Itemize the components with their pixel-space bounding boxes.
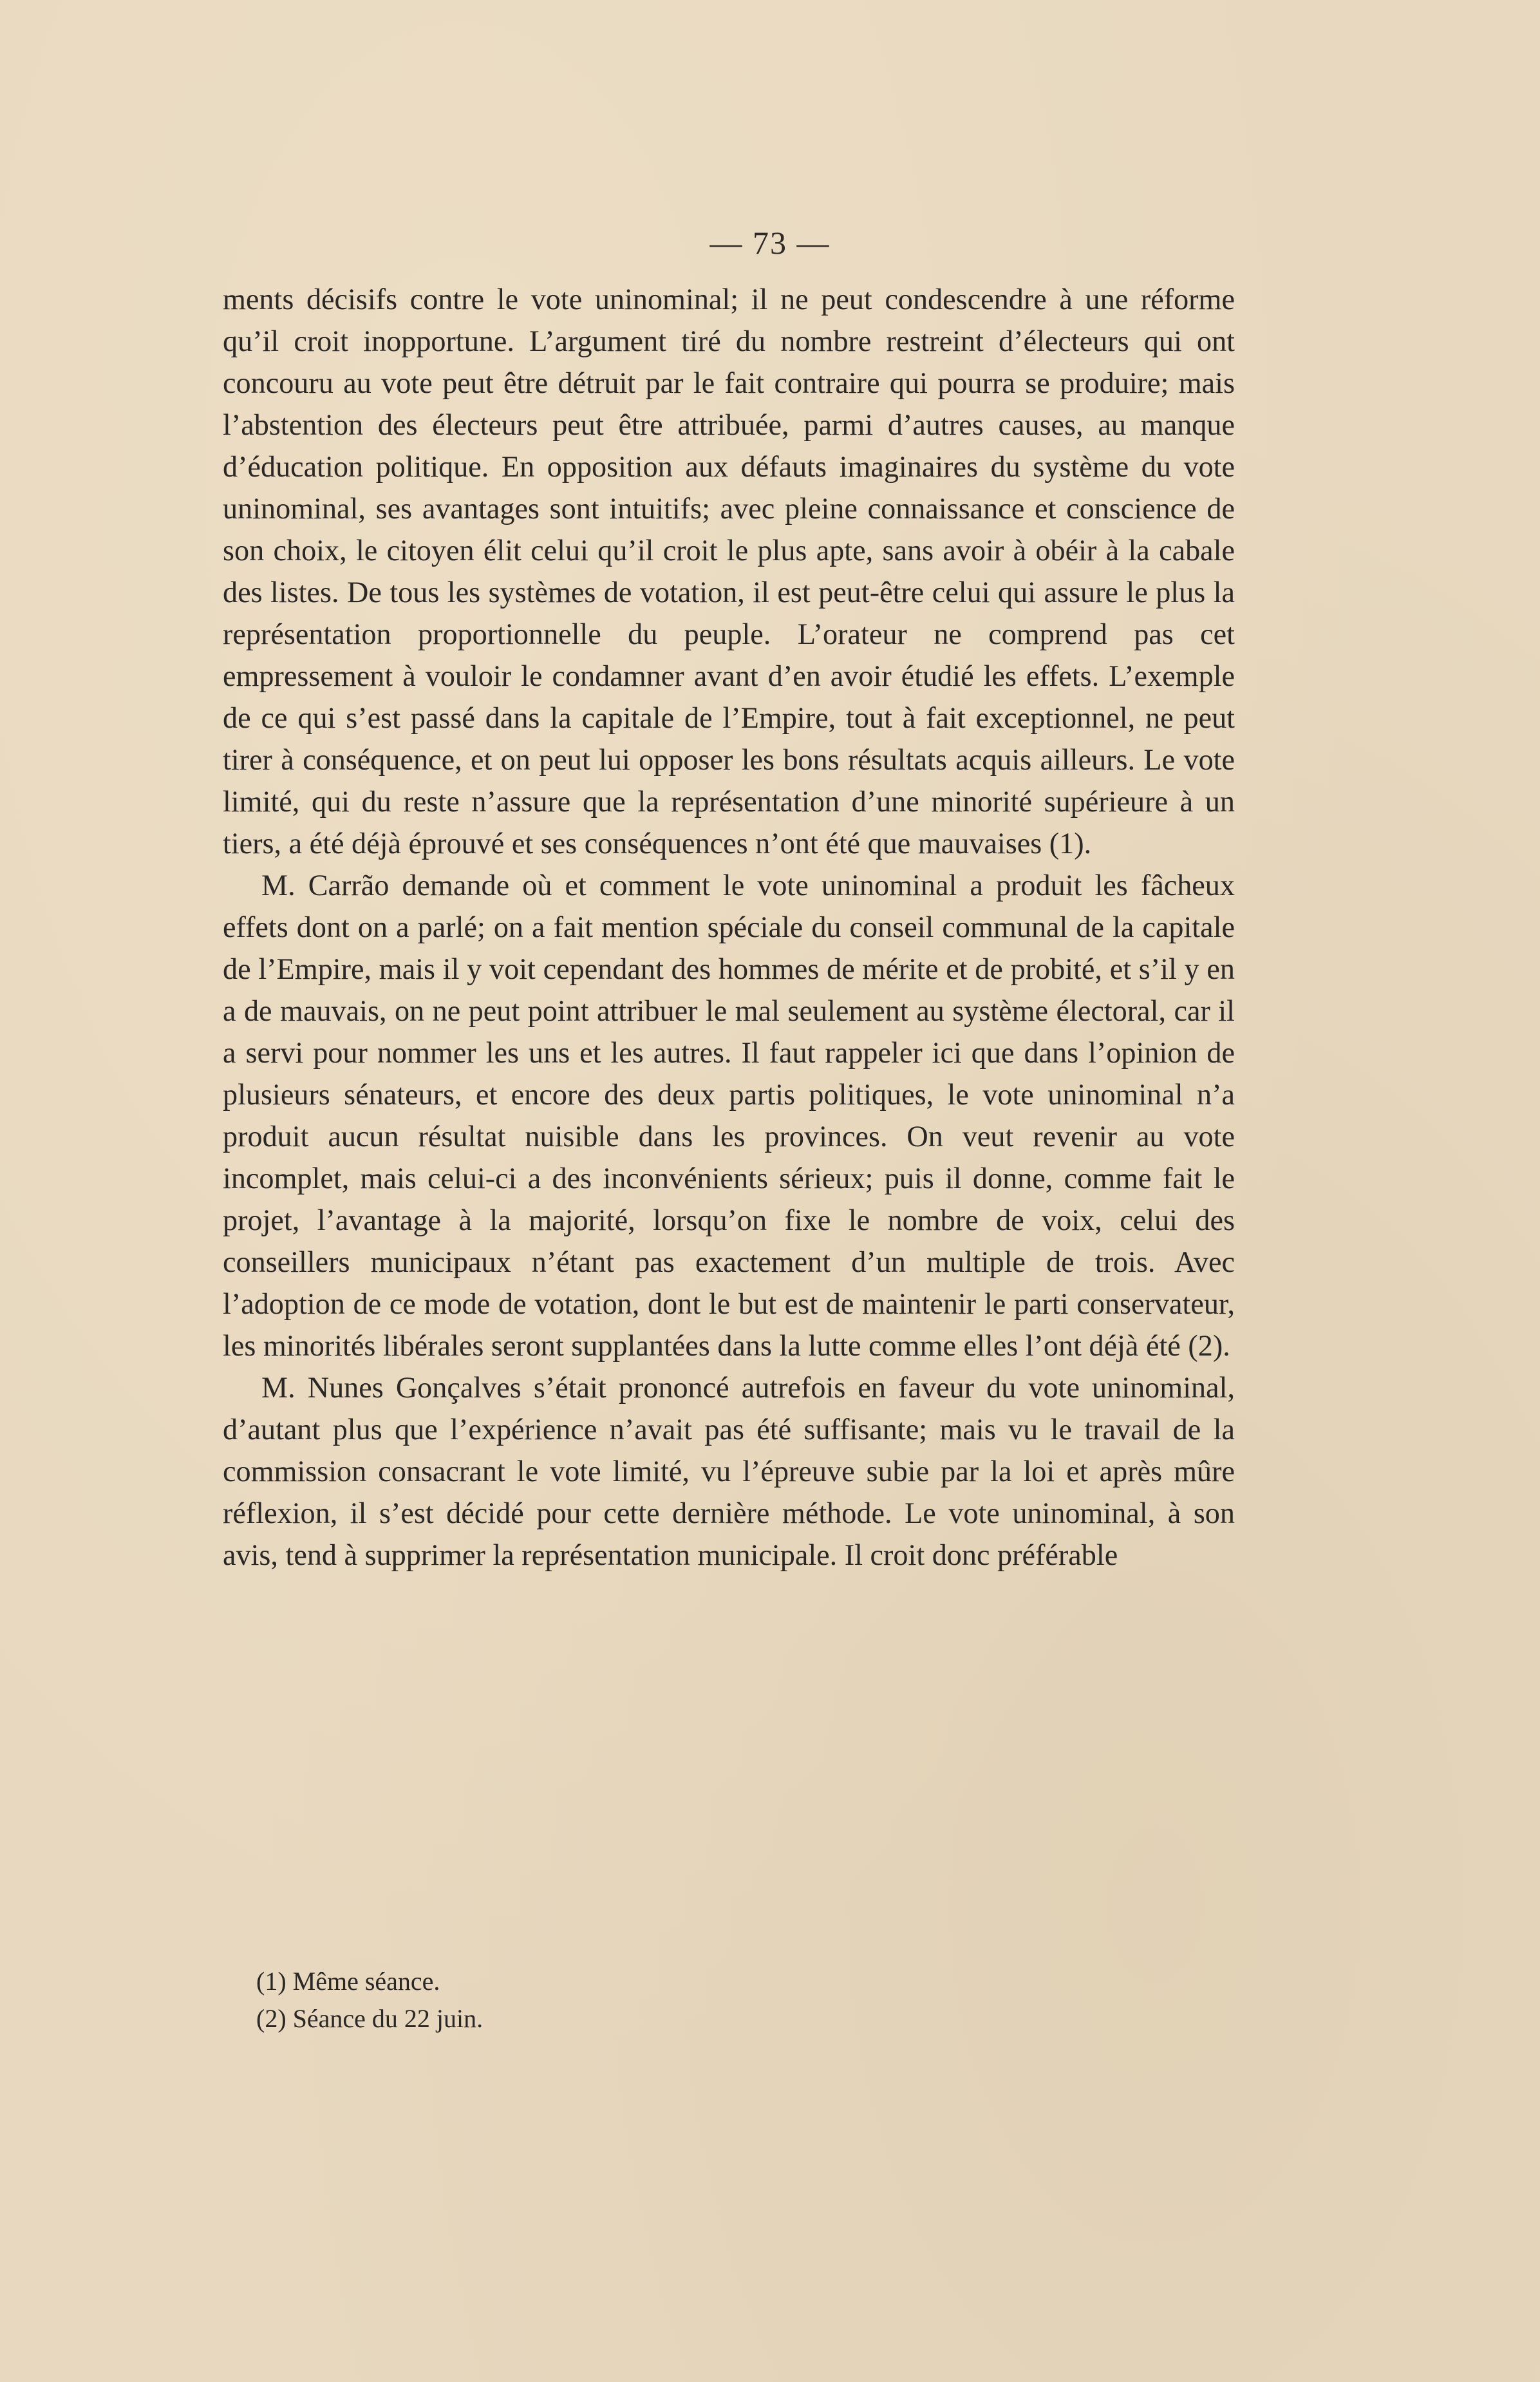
page-number: — 73 —: [709, 225, 831, 261]
paragraph-continuation: ments décisifs contre le vote uninominal; il ne peut condescendre à une réforme qu’il croit inopportune. L’argument tiré du nombre restreint d’électeurs qui ont concouru au vote peut être détruit par le fait contraire qui pourra se produire; mais l’abstention des électeurs peut être attribuée, parmi d’autres causes, au manque d’éducation politique. En opposition aux défauts imaginaires du système du vote uninominal, ses avantages sont intuitifs; avec pleine connaissance et conscience de son choix, le citoyen élit celui qu’il croit le plus apte, sans avoir à obéir à la cabale des listes. De tous les systèmes de votation, il est peut-être celui qui assure le plus la représentation proportionnelle du peuple. L’orateur ne comprend pas cet empressement à vouloir le condamner avant d’en avoir étudié les effets. L’exemple de ce qui s’est passé dans la capitale de l’Empire, tout à fait exceptionnel, ne peut tirer à conséquence, et on peut lui opposer les bons résultats acquis ailleurs. Le vote limité, qui du reste n’assure que la représentation d’une minorité supérieure à un tiers, a été déjà éprouvé et ses conséquences n’ont été que mauvaises (1).: [223, 283, 1235, 860]
body-text: [223, 278, 1235, 1576]
footnote-1: (1) Même séance.: [256, 1967, 440, 1996]
footnote-2: (2) Séance du 22 juin.: [256, 2004, 484, 2033]
paragraph-carrao: M. Carrão demande où et comment le vote uninominal a produit les fâcheux effets dont on a parlé; on a fait mention spéciale du conseil communal de la capitale de l’Empire, mais il y voit cependant des hommes de mérite et de probité, et s’il y en a de mauvais, on ne peut point attribuer le mal seulement au système électoral, car il a servi pour nommer les uns et les autres. Il faut rappeler ici que dans l’opinion de plusieurs sénateurs, et encore des deux partis politiques, le vote uninominal n’a produit aucun résultat nuisible dans les provinces. On veut revenir au vote incomplet, mais celui-ci a des inconvénients sérieux; puis il donne, comme fait le projet, l’avantage à la majorité, lorsqu’on fixe le nombre de voix, celui des conseillers municipaux n’étant pas exactement d’un multiple de trois. Avec l’adoption de ce mode de votation, dont le but est de maintenir le parti conservateur, les minorités libérales seront supplantées dans la lutte comme elles l’ont déjà été (2).: [223, 869, 1235, 1362]
footnotes: [256, 1963, 1158, 2037]
paragraph-nunes-goncalves: M. Nunes Gonçalves s’était prononcé autrefois en faveur du vote uninominal, d’autant plus que l’expérience n’avait pas été suffisante; mais vu le travail de la commission consacrant le vote limité, vu l’épreuve subie par la loi et après mûre réflexion, il s’est décidé pour cette dernière méthode. Le vote uninominal, à son avis, tend à supprimer la représentation municipale. Il croit donc préférable: [223, 1371, 1235, 1571]
